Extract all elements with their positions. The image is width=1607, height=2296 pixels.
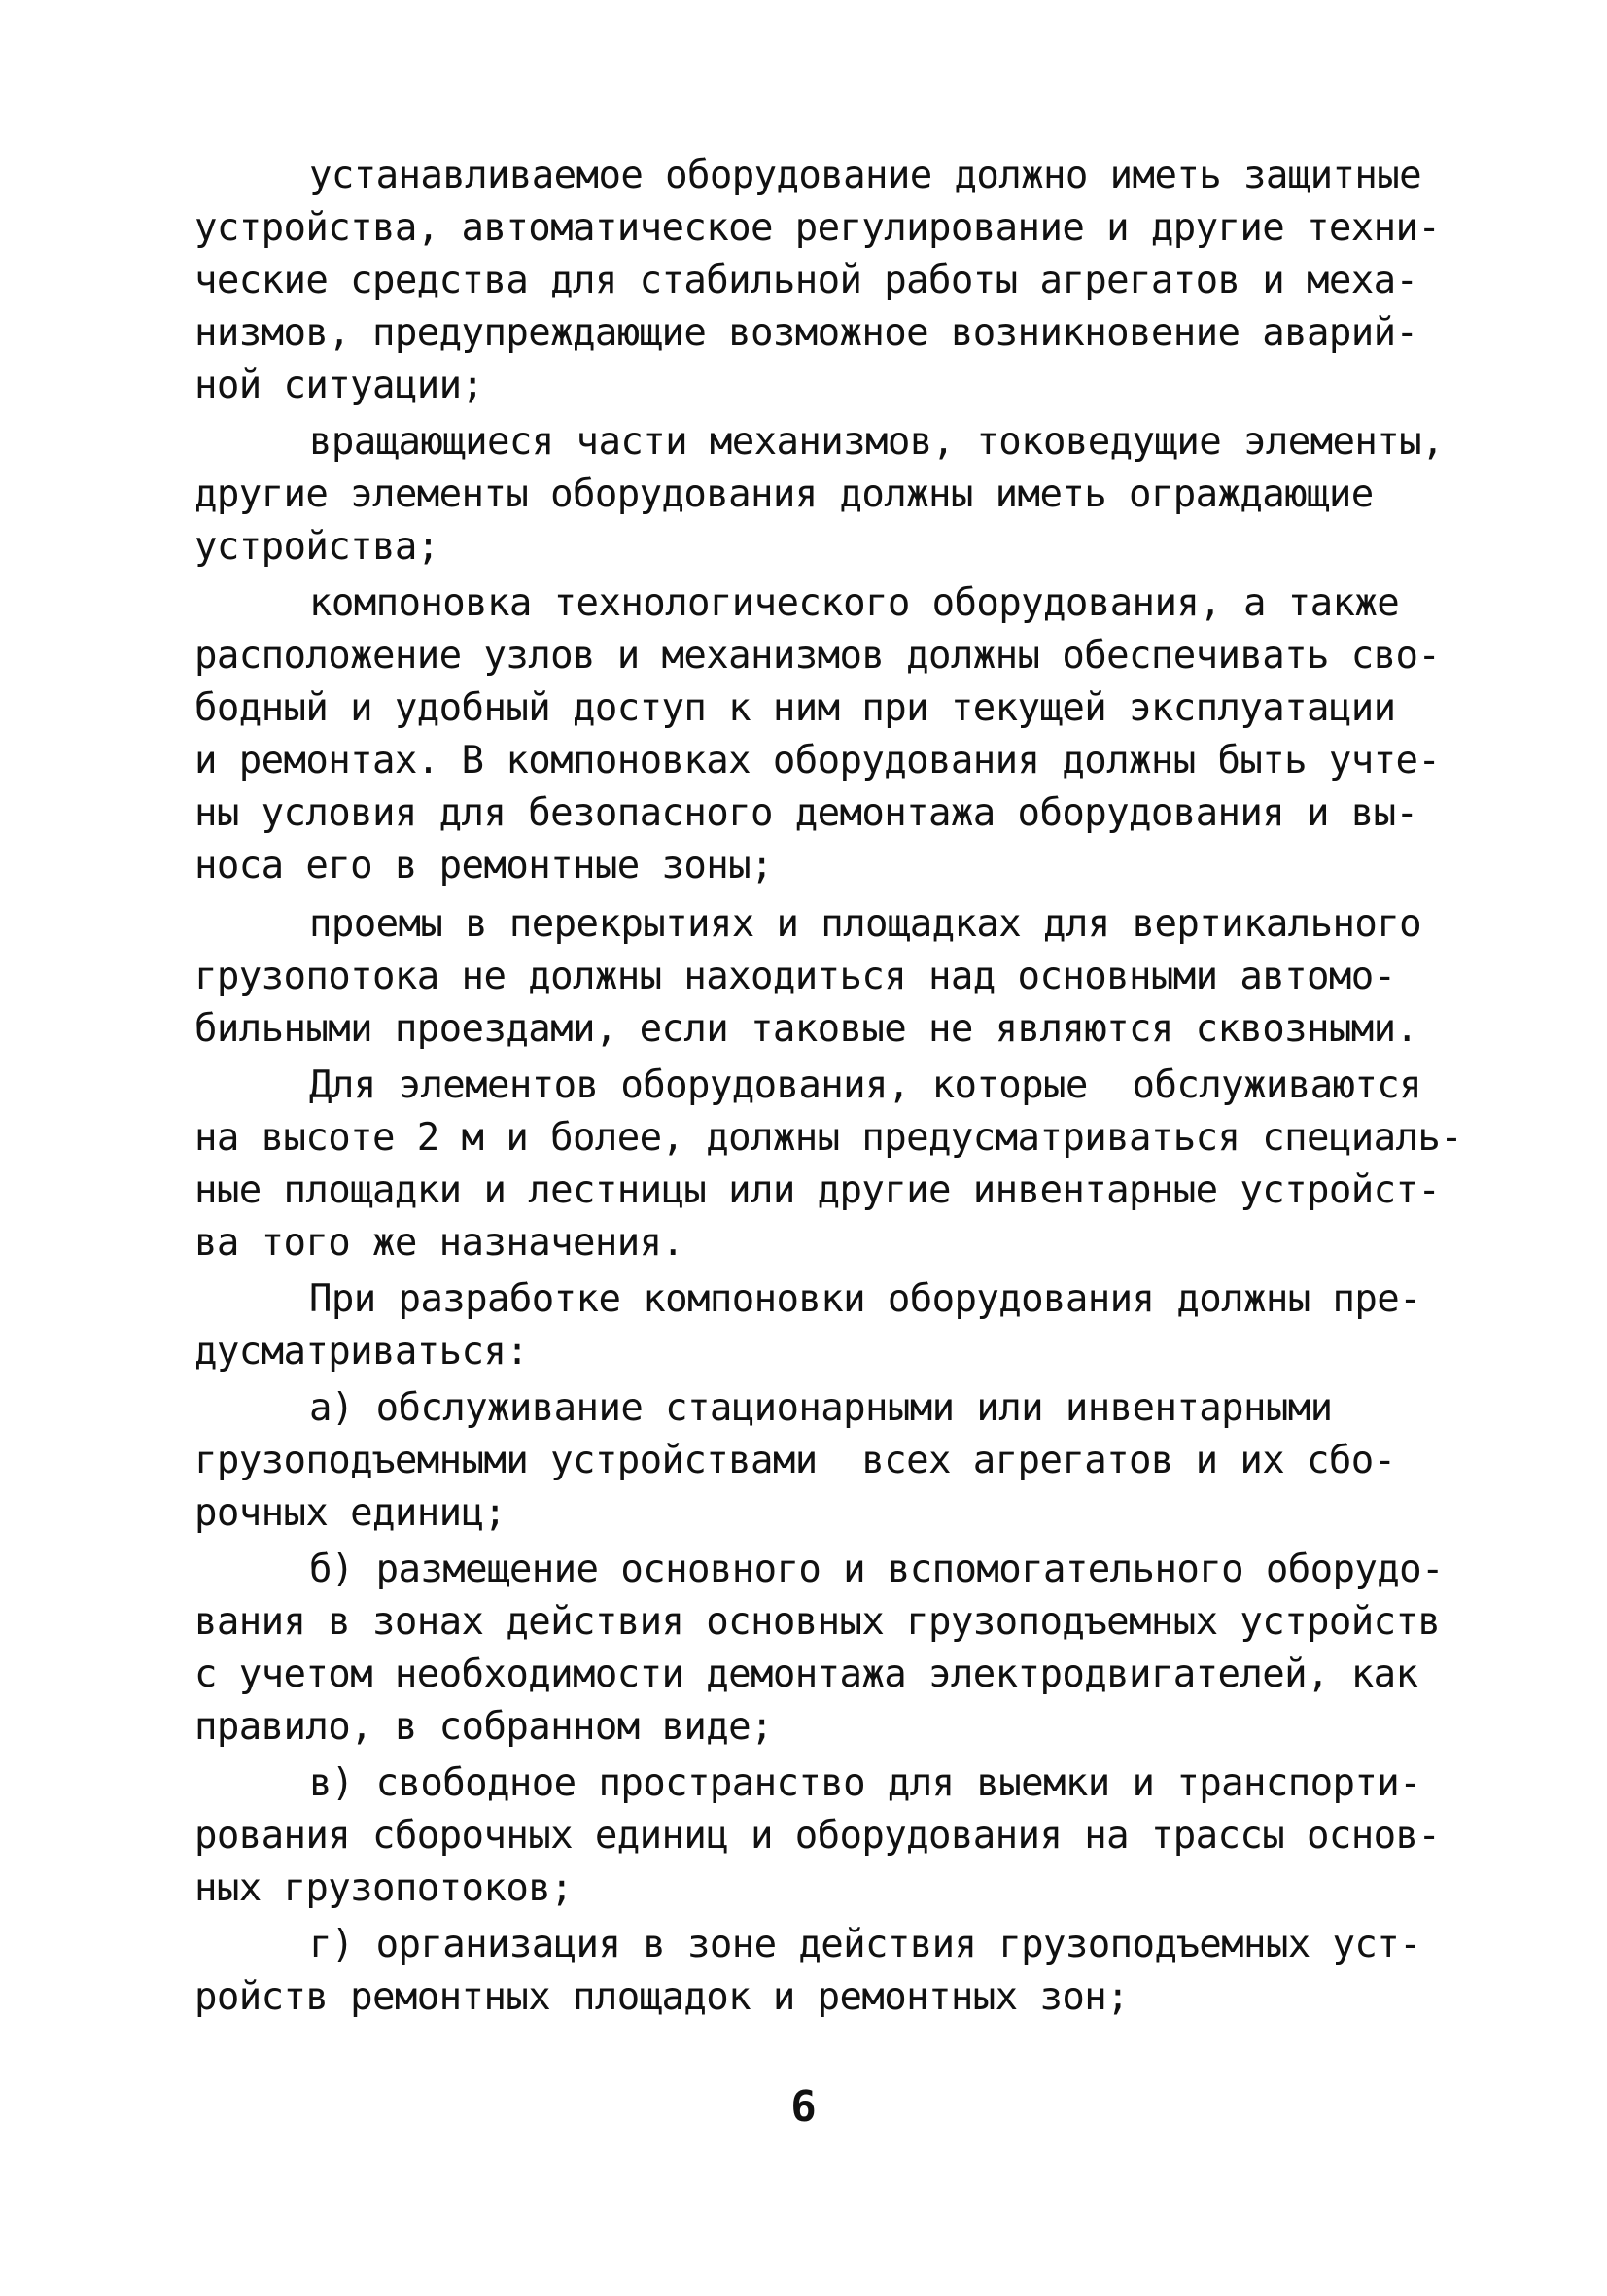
text-line: низмов, предупреждающие возможное возникновение аварий- — [194, 311, 1418, 355]
text-line: ва того же назначения. — [194, 1221, 684, 1265]
text-line: г) организация в зоне действия грузоподъемных уст- — [309, 1923, 1421, 1966]
text-line: ческие средства для стабильной работы агрегатов и меха- — [194, 259, 1418, 302]
list-item-b — [194, 1544, 1444, 1754]
text-line: проемы в перекрытиях и площадках для вертикального — [309, 902, 1421, 946]
text-line: с учетом необходимости демонтажа электродвигателей, как — [194, 1652, 1418, 1696]
paragraph-floor-openings — [194, 898, 1439, 1056]
list-item-a — [194, 1382, 1439, 1540]
text-line: носа его в ремонтные зоны; — [194, 844, 773, 887]
paragraph-equipment-layout — [194, 577, 1439, 892]
list-item-g — [194, 1919, 1439, 2024]
paragraph-layout-development — [194, 1273, 1439, 1378]
text-line: При разработке компоновки оборудования должны пре- — [309, 1277, 1421, 1321]
text-line: в) свободное пространство для выемки и транспорти- — [309, 1761, 1421, 1805]
text-line: а) обслуживание стационарными или инвентарными — [309, 1386, 1333, 1430]
text-line: рования сборочных единиц и оборудования на трассы основ- — [194, 1814, 1441, 1858]
text-line: устройства, автоматическое регулирование и другие техни- — [194, 206, 1441, 250]
text-line: вания в зонах действия основных грузоподъемных устройств — [194, 1600, 1441, 1644]
text-line: ной ситуации; — [194, 364, 484, 407]
text-line: бильными проездами, если таковые не являются сквозными. — [194, 1007, 1418, 1051]
text-line: ные площадки и лестницы или другие инвентарные устройст- — [194, 1168, 1441, 1212]
paragraph-protective-devices — [194, 150, 1439, 412]
page-number: 6 — [790, 2082, 817, 2132]
paragraph-height-platforms — [194, 1060, 1463, 1270]
text-line: расположение узлов и механизмов должны обеспечивать сво- — [194, 634, 1441, 678]
text-line: другие элементы оборудования должны иметь ограждающие — [194, 472, 1374, 516]
text-line: ны условия для безопасного демонтажа оборудования и вы- — [194, 791, 1418, 835]
text-line: бодный и удобный доступ к ним при текущей эксплуатации — [194, 686, 1396, 730]
text-line: б) размещение основного и вспомогательного оборудо- — [309, 1548, 1444, 1591]
text-line: устройства; — [194, 525, 439, 569]
text-line: ройств ремонтных площадок и ремонтных зон; — [194, 1975, 1129, 2019]
text-line: вращающиеся части механизмов, токоведущие элементы, — [309, 420, 1444, 464]
text-line: правило, в собранном виде; — [194, 1705, 773, 1749]
paragraph-rotating-parts — [194, 416, 1444, 574]
text-line: дусматриваться: — [194, 1330, 529, 1374]
text-line: ных грузопотоков; — [194, 1866, 573, 1910]
text-line: Для элементов оборудования, которые обслуживаются — [309, 1063, 1421, 1107]
text-line: грузопотока не должны находиться над основными автомо- — [194, 955, 1396, 998]
text-line: компоновка технологического оборудования, а также — [309, 581, 1400, 625]
text-line: на высоте 2 м и более, должны предусматриваться специаль- — [194, 1116, 1463, 1160]
text-line: грузоподъемными устройствами всех агрегатов и их сбо- — [194, 1439, 1396, 1482]
list-item-v — [194, 1757, 1439, 1915]
text-line: устанавливаемое оборудование должно иметь защитные — [309, 154, 1421, 197]
text-line: и ремонтах. В компоновках оборудования должны быть учте- — [194, 739, 1441, 783]
text-line: рочных единиц; — [194, 1491, 507, 1535]
